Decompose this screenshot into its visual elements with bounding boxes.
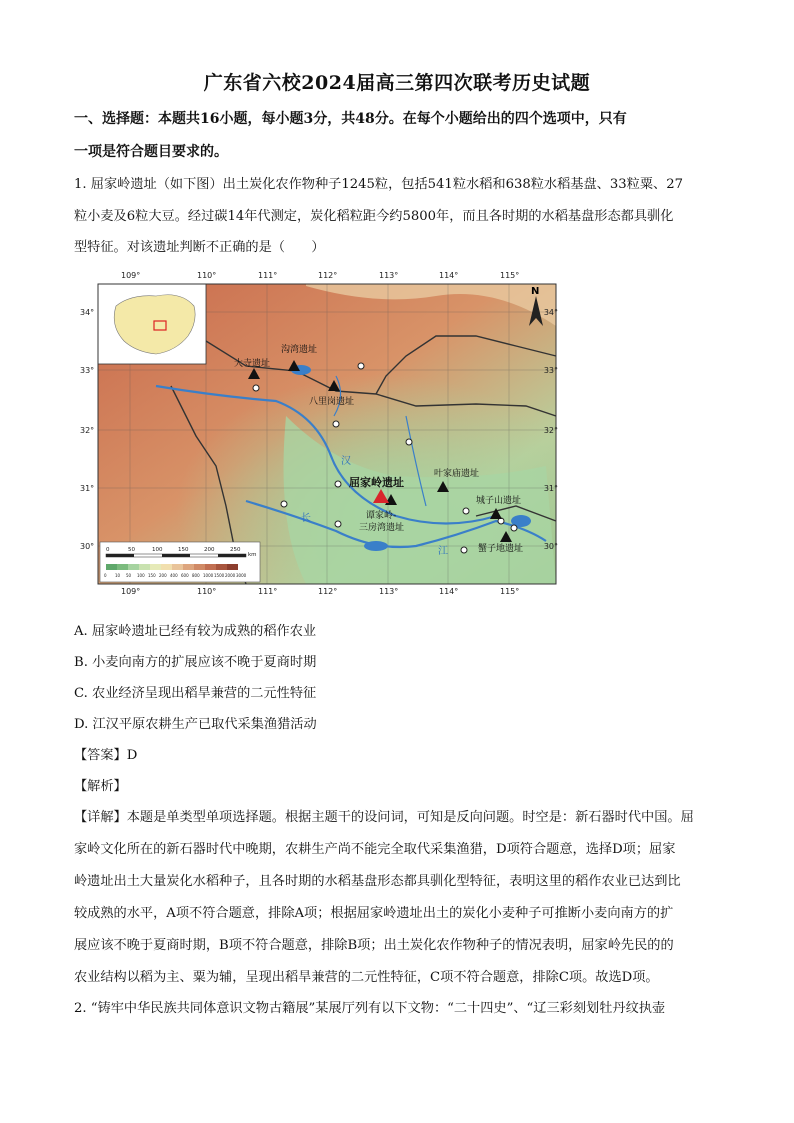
q1-detail-line1: 【详解】本题是单类型单项选择题。根据主题干的设问词，可知是反向问题。时空是：新石器时代中国。屈: [74, 810, 694, 825]
scale-100: 100: [152, 547, 163, 553]
elev-1000: 1000: [203, 573, 214, 578]
lon-top-112: 112°: [318, 271, 338, 280]
lat-right-32: 32°: [543, 426, 558, 435]
elev-3000: 3000: [236, 573, 247, 578]
q1-detail-line3: 岭遗址出土大量炭化水稻种子，且各时期的水稻基盘形态都具驯化型特征，表明这里的稻作农业已达到比: [74, 874, 681, 889]
elev-600: 600: [181, 573, 189, 578]
q1-detail-line5: 展应该不晚于夏商时期，B项不符合题意，排除B项；出土炭化农作物种子的情况表明，屈家岭先民的的: [74, 938, 674, 953]
lat-left-33: 33°: [80, 366, 95, 375]
site-label-dasi: 大寺遗址: [234, 359, 271, 369]
q1-answer: 【答案】D: [74, 748, 138, 763]
lon-bottom-111: 111°: [258, 587, 278, 596]
lat-left-32: 32°: [80, 426, 95, 435]
q1-detail-line4: 较成熟的水平，A项不符合题意，排除A项；根据屈家岭遗址出土的炭化小麦种子可推断小麦向南方的扩: [74, 906, 674, 921]
lon-top-109: 109°: [121, 271, 141, 280]
lat-right-34: 34°: [543, 308, 558, 317]
site-map: [76, 266, 562, 596]
elev-100: 100: [137, 573, 145, 578]
lon-bottom-109: 109°: [121, 587, 141, 596]
q1-stem-line2: 粒小麦及6粒大豆。经过碳14年代测定，炭化稻粒距今约5800年，而且各时期的水稻基盘形态都具驯化: [74, 209, 674, 224]
lat-right-31: 31°: [543, 484, 558, 493]
site-label-balimiao: 八里岗遗址: [309, 397, 355, 407]
lat-left-30: 30°: [80, 542, 95, 551]
lat-right-30: 30°: [543, 542, 558, 551]
elev-400: 400: [170, 573, 178, 578]
inset-china-map: [98, 284, 206, 364]
lon-bottom-115: 115°: [500, 587, 520, 596]
q1-option-a: A. 屈家岭遗址已经有较为成熟的稻作农业: [74, 624, 317, 639]
lon-top-110: 110°: [197, 271, 217, 280]
elev-0: 0: [104, 573, 107, 578]
elev-1500: 1500: [214, 573, 225, 578]
map-legend: [100, 542, 260, 582]
north-label: N: [531, 286, 540, 297]
lon-bottom-112: 112°: [318, 587, 338, 596]
section-heading-line2: 一项是符合题目要求的。: [74, 144, 228, 160]
scale-0: 0: [106, 547, 110, 553]
q1-option-b: B. 小麦向南方的扩展应该不晚于夏商时期: [74, 655, 317, 670]
scale-150: 150: [178, 547, 189, 553]
elev-50: 50: [126, 573, 132, 578]
q1-detail-line2: 家岭文化所在的新石器时代中晚期，农耕生产尚不能完全取代采集渔猎，D项符合题意，选择D项；屈家: [74, 842, 676, 857]
q1-option-c: C. 农业经济呈现出稻旱兼营的二元性特征: [74, 686, 317, 701]
lon-bottom-110: 110°: [197, 587, 217, 596]
site-label-tanjialing-2: 三房湾遗址: [359, 523, 405, 533]
river-label-chang: 长: [301, 513, 311, 524]
elev-800: 800: [192, 573, 200, 578]
site-label-xiezidi: 蟹子地遗址: [478, 544, 524, 554]
lat-right-33: 33°: [543, 366, 558, 375]
q2-stem-line1: 2. “铸牢中华民族共同体意识文物古籍展”某展厅列有以下文物：“二十四史”、“辽三彩刻划牡丹纹执壶: [74, 1001, 666, 1016]
lat-left-31: 31°: [80, 484, 95, 493]
page-title: 广东省六校2024届高三第四次联考历史试题: [203, 72, 591, 94]
elev-2000: 2000: [225, 573, 236, 578]
river-label-han: 汉: [341, 456, 351, 467]
river-label-jiang: 江: [438, 546, 448, 557]
q1-detail-line6: 农业结构以稻为主、粟为辅，呈现出稻旱兼营的二元性特征，C项不符合题意，排除C项。故选D项。: [74, 970, 659, 985]
elev-200: 200: [159, 573, 167, 578]
scale-200: 200: [204, 547, 215, 553]
lon-bottom-114: 114°: [439, 587, 459, 596]
elev-10: 10: [115, 573, 121, 578]
lon-top-114: 114°: [439, 271, 459, 280]
q1-analysis-heading: 【解析】: [74, 779, 127, 794]
site-label-chengzishan: 城子山遗址: [476, 496, 522, 506]
site-label-gouwan: 沟湾遗址: [281, 345, 318, 355]
site-label-qujialing: 屈家岭遗址: [349, 476, 404, 489]
scale-unit: km: [248, 552, 257, 558]
site-label-yejiamiao: 叶家庙遗址: [434, 469, 480, 479]
lon-bottom-113: 113°: [379, 587, 399, 596]
scale-50: 50: [128, 547, 135, 553]
elev-150: 150: [148, 573, 156, 578]
site-label-tanjialing-1: 谭家岭-: [366, 511, 397, 521]
q1-stem-line3: 型特征。对该遗址判断不正确的是（ ）: [74, 240, 325, 255]
lon-top-115: 115°: [500, 271, 520, 280]
section-heading-line1: 一、选择题：本题共16小题，每小题3分，共48分。在每个小题给出的四个选项中，只有: [74, 111, 627, 127]
scale-250: 250: [230, 547, 241, 553]
lon-top-113: 113°: [379, 271, 399, 280]
lat-left-34: 34°: [80, 308, 95, 317]
lon-top-111: 111°: [258, 271, 278, 280]
q1-stem-line1: 1. 屈家岭遗址（如下图）出土炭化农作物种子1245粒，包括541粒水稻和638粒水稻基盘、33粒粟、27: [74, 177, 683, 192]
q1-option-d: D. 江汉平原农耕生产已取代采集渔猎活动: [74, 717, 317, 732]
